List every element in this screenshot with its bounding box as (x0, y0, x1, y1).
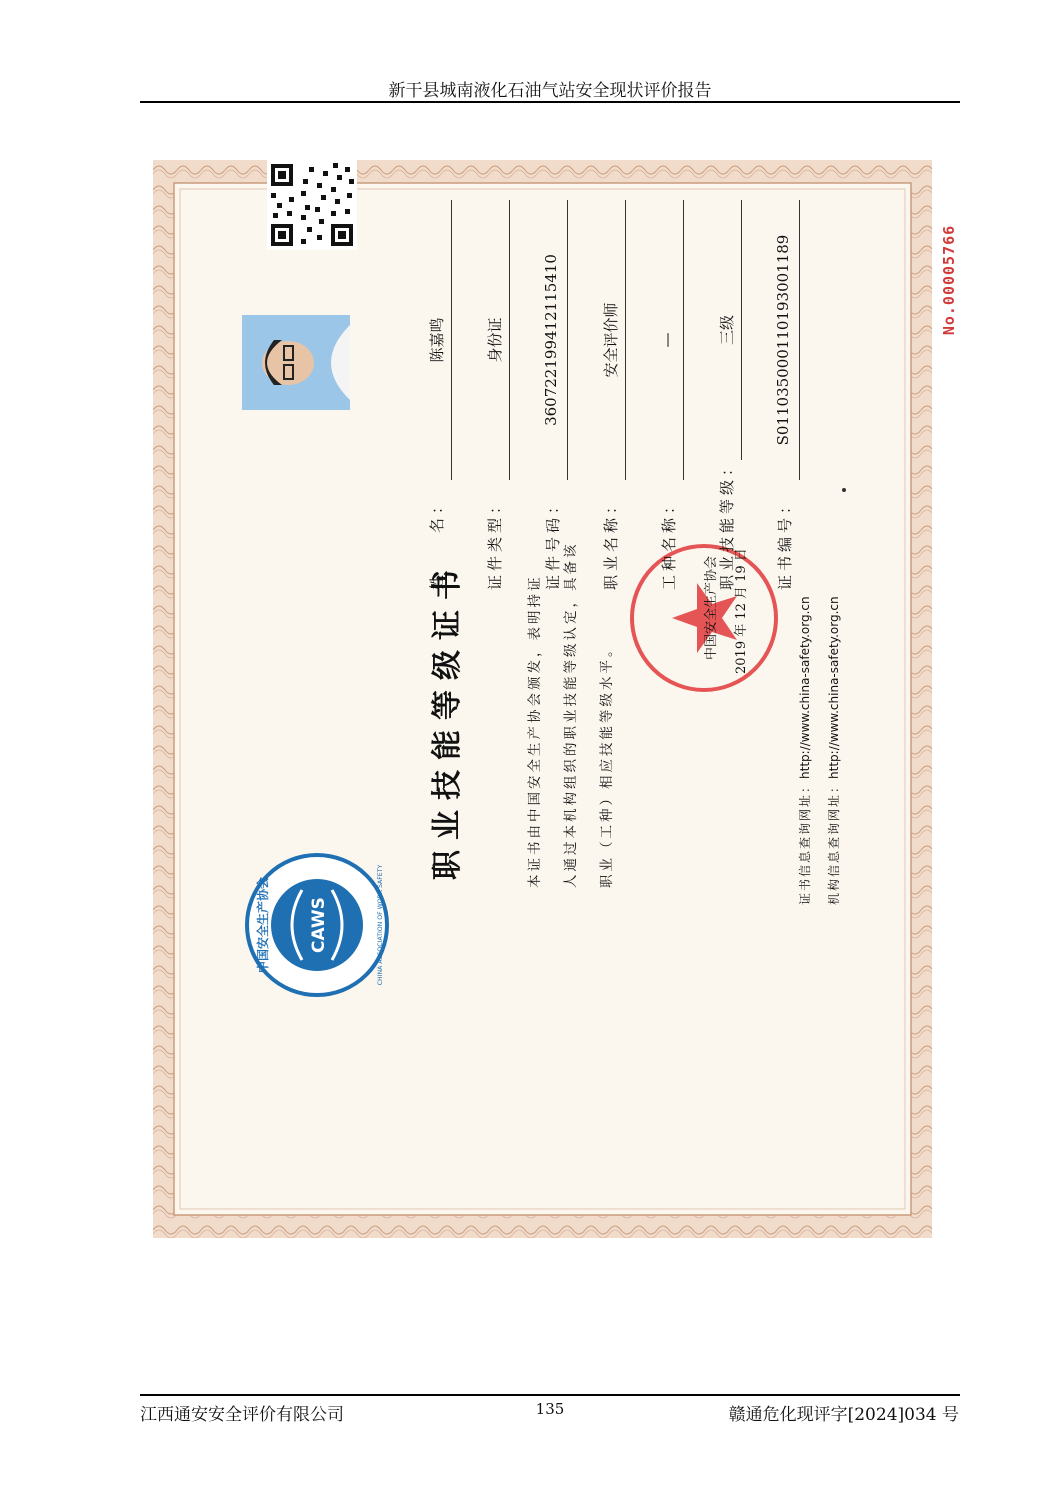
field-occupation: 职业名称： 安全评价师 (596, 200, 626, 590)
description-line: 本证书由中国安全生产协会颁发，表明持证 (527, 574, 543, 888)
issue-date: 2019 年 12 月 19 日 (734, 548, 749, 674)
page-header: 新干县城南液化石油气站安全现状评价报告 (388, 81, 712, 101)
certificate-title: 职业技能等级证书 (430, 560, 465, 880)
field-skill-level: 职业技能等级： 三级 (712, 200, 742, 590)
org-query-url[interactable]: http://www.china-safety.org.cn (827, 596, 841, 779)
page-number: 135 (535, 1400, 565, 1418)
serial-number: No.00005766 (940, 224, 958, 336)
field-id-number: 证件号码： 360722199412115410 (538, 200, 568, 590)
footer-rule (140, 1394, 960, 1396)
footer-company: 江西通安安全评价有限公司 (140, 1405, 344, 1425)
svg-text:CAWS: CAWS (309, 897, 329, 953)
marker-dot (842, 488, 846, 492)
cert-query-url[interactable]: http://www.china-safety.org.cn (798, 596, 812, 779)
description-line: 人通过本机构组织的职业技能等级认定，具备该 (563, 541, 579, 888)
field-work-type: 工种名称： — (654, 200, 684, 590)
field-id-type: 证件类型： 身份证 (480, 200, 510, 590)
cert-query: 证书信息查询网址：http://www.china-safety.org.cn (798, 596, 812, 905)
holder-photo (242, 315, 350, 410)
org-query: 机构信息查询网址：http://www.china-safety.org.cn (827, 596, 841, 905)
svg-text:CHINA ASSOCIATION OF WORK SAFE: CHINA ASSOCIATION OF WORK SAFETY (377, 864, 384, 986)
field-name: 姓 名： 陈嘉鸣 (422, 200, 452, 590)
certificate-content (182, 30, 902, 1060)
caws-logo (242, 850, 392, 1000)
svg-text:中国安全生产协会: 中国安全生产协会 (256, 876, 270, 974)
field-cert-number: 证书编号： S011035000110193001189 (770, 200, 800, 590)
footer-doc-code: 赣通危化现评字[2024]034 号 (728, 1405, 959, 1425)
seal-issuer: 中国安全生产协会 (704, 555, 719, 660)
qr-code[interactable] (267, 160, 357, 250)
description-line: 职业（工种）相应技能等级水平。 (599, 640, 615, 888)
